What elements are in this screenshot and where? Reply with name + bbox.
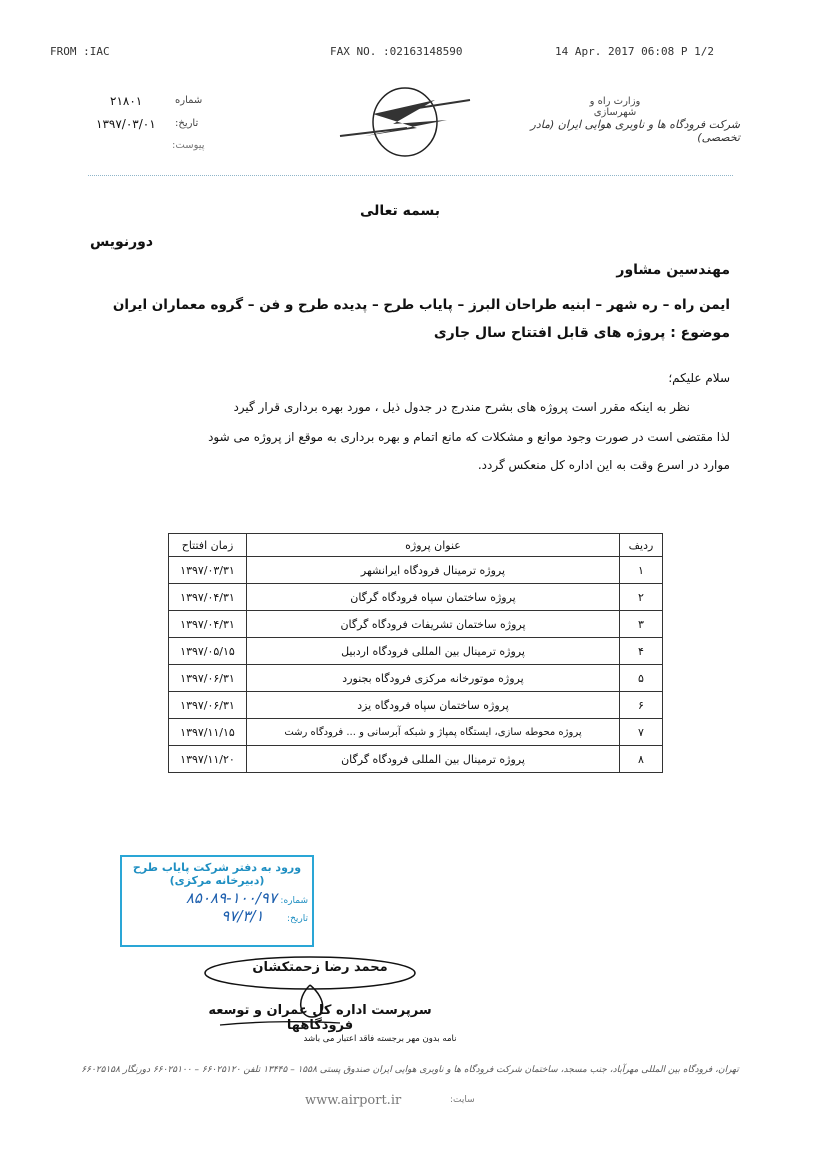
row-no: ۶	[620, 692, 663, 719]
seal-validity-note: نامه بدون مهر برجسته فاقد اعتبار می باشد	[303, 1034, 457, 1044]
row-title: پروژه ساختمان سپاه فرودگاه گرگان	[247, 584, 620, 611]
table-row	[169, 692, 663, 719]
row-title: پروژه ترمینال فرودگاه ایرانشهر	[247, 557, 620, 584]
footer-website-label: سایت:	[450, 1095, 475, 1105]
row-title: پروژه موتورخانه مرکزی فرودگاه بجنورد	[247, 665, 620, 692]
header-opening-date: زمان افتتاح	[169, 534, 247, 557]
table-row	[169, 746, 663, 773]
attachment-label: پیوست:	[172, 140, 205, 151]
invocation: بسمه تعالی	[359, 203, 441, 219]
iac-logo	[335, 84, 475, 164]
row-title: پروژه ساختمان تشریفات فرودگاه گرگان	[247, 611, 620, 638]
letter-date: ۱۳۹۷/۰۳/۰۱	[96, 117, 156, 131]
footer-address: تهران، فرودگاه بین المللی مهرآباد، جنب مسجد، ساختمان شرکت فرودگاه ها و ناوبری هوایی ایران صندوق پستی ۱۵۵۸ – ۱۳۴۴۵ تلفن ۶۶۰۲۵۱۲۰ – ۶۶۰۲۵۱۰۰ دورنگار ۶۶۰۲۵۱۵۸	[81, 1065, 739, 1075]
stamp-date-value: ۹۷/۳/۱	[221, 907, 264, 925]
ministry-name: وزارت راه و شهرسازی	[589, 96, 641, 118]
row-no: ۱	[620, 557, 663, 584]
row-no: ۸	[620, 746, 663, 773]
row-no: ۵	[620, 665, 663, 692]
date-label: تاریخ:	[175, 118, 199, 129]
row-title: پروژه ترمینال بین المللی فرودگاه اردبیل	[247, 638, 620, 665]
number-label: شماره	[175, 95, 203, 106]
stamp-date-label: تاریخ:	[287, 914, 308, 924]
stamp-number-value: ۱۰۰/۹۷-۸۵۰۸۹	[185, 889, 277, 907]
fax-from: FROM :IAC	[50, 45, 110, 58]
header-project-title: عنوان پروژه	[247, 534, 620, 557]
header-row-no: ردیف	[620, 534, 663, 557]
recipients: ایمن راه – ره شهر – ابنیه طراحان البرز – پایاب طرح – پدیده طرح و فن – گروه معماران ایران	[112, 297, 730, 313]
table-row	[169, 584, 663, 611]
footer-website[interactable]: www.airport.ir	[305, 1093, 402, 1108]
fax-note: دورنویس	[90, 234, 154, 250]
logo-emblem-icon	[335, 84, 475, 164]
greeting: سلام علیکم؛	[668, 371, 730, 385]
row-no: ۳	[620, 611, 663, 638]
row-date: ۱۳۹۷/۰۶/۳۱	[169, 665, 247, 692]
subject: موضوع : پروژه های قابل افتتاح سال جاری	[433, 325, 730, 341]
row-date: ۱۳۹۷/۰۳/۳۱	[169, 557, 247, 584]
table-row	[169, 557, 663, 584]
row-no: ۷	[620, 719, 663, 746]
projects-table	[168, 533, 663, 773]
stamp-line-1: ورود به دفتر شرکت پایاب طرح	[132, 861, 302, 874]
table-row	[169, 719, 663, 746]
row-no: ۲	[620, 584, 663, 611]
body-line-1: نظر به اینکه مقرر است پروژه های بشرح مندرج در جدول ذیل ، مورد بهره برداری قرار گیرد	[233, 400, 690, 414]
receipt-stamp	[120, 855, 314, 947]
row-no: ۴	[620, 638, 663, 665]
row-title: پروژه محوطه سازی، ایستگاه پمپاژ و شبکه آبرسانی و ... فرودگاه رشت	[247, 719, 620, 746]
row-title: پروژه ترمینال بین المللی فرودگاه گرگان	[247, 746, 620, 773]
signer-name: محمد رضا زحمتکشان	[252, 960, 388, 975]
body-line-3: موارد در اسرع وقت به این اداره کل منعکس گردد.	[477, 458, 730, 472]
row-title: پروژه ساختمان سپاه فرودگاه یزد	[247, 692, 620, 719]
signer-title: سرپرست اداره کل عمران و توسعه فرودگاهها	[208, 1003, 432, 1033]
table-header-row	[169, 534, 663, 557]
row-date: ۱۳۹۷/۰۴/۳۱	[169, 584, 247, 611]
table-row	[169, 611, 663, 638]
header-divider	[88, 175, 733, 176]
row-date: ۱۳۹۷/۰۵/۱۵	[169, 638, 247, 665]
row-date: ۱۳۹۷/۱۱/۱۵	[169, 719, 247, 746]
fax-datetime: 14 Apr. 2017 06:08 P 1/2	[555, 45, 714, 58]
body-line-2: لذا مقتضی است در صورت وجود موانع و مشکلات که مانع اتمام و بهره برداری به موقع از پروژه می شود	[208, 430, 730, 444]
table-row	[169, 665, 663, 692]
fax-number: FAX NO. :02163148590	[330, 45, 463, 58]
letter-number: ۲۱۸۰۱	[110, 94, 143, 108]
recipient-title: مهندسین مشاور	[616, 262, 730, 278]
stamp-line-2: (دبیرخانه مرکزی)	[169, 874, 265, 887]
row-date: ۱۳۹۷/۱۱/۲۰	[169, 746, 247, 773]
stamp-number-label: شماره:	[280, 896, 308, 906]
table-row	[169, 638, 663, 665]
company-name: شرکت فرودگاه ها و ناوبری هوایی ایران (مادر تخصصی)	[530, 118, 740, 144]
row-date: ۱۳۹۷/۰۴/۳۱	[169, 611, 247, 638]
row-date: ۱۳۹۷/۰۶/۳۱	[169, 692, 247, 719]
